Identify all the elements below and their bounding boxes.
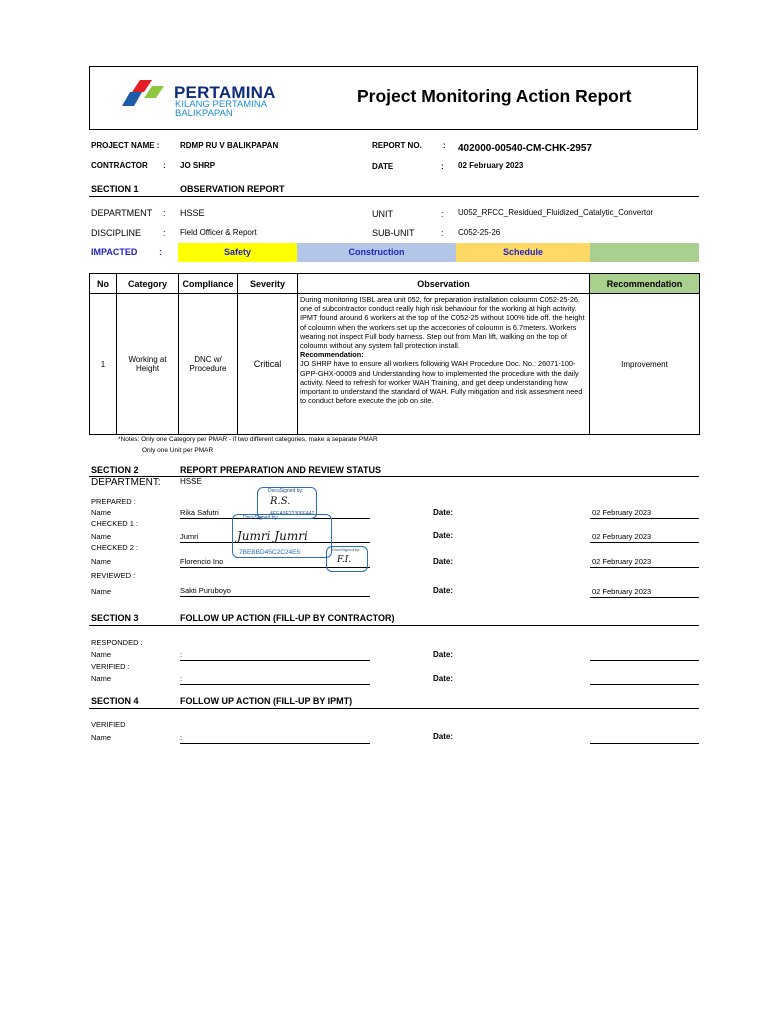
verified-label: VERIFIED : <box>91 662 130 671</box>
cell-recommendation: Improvement <box>590 294 700 435</box>
recommendation-text: JO SHRP have to ensure all workers following WAH Procedure Doc. No.: 26071-100-GPP-GHX-00009 and Understanding how to implemented the procedure with the daily activity. Need to refresh for worker WAH Training, and get deep understanding how important to understand the standard of WAH. Fully mitigation and risk assesment need to conduct before execute the job on site. <box>300 359 583 406</box>
prepared-date-label: Date: <box>433 508 454 517</box>
unit-value: U052_RFCC_Residued_Fluidized_Catalytic_Convertor <box>458 208 654 217</box>
ipmt-name-line <box>180 743 370 744</box>
contractor-value: JO SHRP <box>180 161 216 170</box>
prepared-label: PREPARED : <box>91 497 136 506</box>
docusign-stamp-1-id: 4EEA9E22306F447 <box>270 511 315 517</box>
prepared-name: Rika Safutri <box>180 508 219 517</box>
project-name-label: PROJECT NAME : <box>91 141 160 150</box>
reviewed-name-label: Name <box>91 587 112 596</box>
ipmt-verified-label: VERIFIED <box>91 720 126 729</box>
verified-name-line <box>180 684 370 685</box>
department-value: HSSE <box>180 208 205 218</box>
discipline-value: Field Officer & Report <box>180 228 257 237</box>
checked1-date: 02 February 2023 <box>592 532 652 541</box>
cell-no: 1 <box>90 294 117 435</box>
signature-jumri: Jumri Jumri <box>237 529 308 543</box>
col-header-recommendation: Recommendation <box>590 274 700 294</box>
section3-number: SECTION 3 <box>91 613 139 623</box>
section4-rule <box>89 708 699 709</box>
logo-subtitle: KILANG PERTAMINA BALIKPAPAN <box>175 99 267 119</box>
responded-label: RESPONDED : <box>91 638 143 647</box>
docusign-stamp-3-label: DocuSigned by: <box>332 547 361 552</box>
section3-title: FOLLOW UP ACTION (FILL-UP BY CONTRACTOR) <box>180 613 395 623</box>
section1-title: OBSERVATION REPORT <box>180 184 285 194</box>
signature-florencio-icon: F.I. <box>337 555 352 565</box>
col-header-no: No <box>90 274 117 294</box>
checked1-name-label: Name <box>91 532 112 541</box>
checked2-date-line <box>590 567 699 568</box>
section1-rule <box>89 196 699 197</box>
report-no-value: 402000-00540-CM-CHK-2957 <box>458 143 592 154</box>
checked1-date-line <box>590 542 699 543</box>
checked2-name-label: Name <box>91 557 112 566</box>
checked1-label: CHECKED 1 : <box>91 519 139 528</box>
impacted-label: IMPACTED <box>91 247 138 257</box>
department-colon: : <box>163 208 166 218</box>
signature-rika-icon: R.S. <box>270 496 291 507</box>
cell-severity: Critical <box>238 294 298 435</box>
reviewed-name: Sakti Puruboyo <box>180 586 231 595</box>
responded-date-line <box>590 660 699 661</box>
checked2-name: Florencio Ino <box>180 557 224 566</box>
table-row <box>90 294 700 435</box>
col-header-observation: Observation <box>298 274 590 294</box>
discipline-colon: : <box>163 228 166 238</box>
verified-date-line <box>590 684 699 685</box>
ipmt-date-line <box>590 743 699 744</box>
impacted-colon: : <box>159 247 162 257</box>
subunit-label: SUB-UNIT <box>372 228 415 238</box>
section2-rule <box>89 476 699 477</box>
unit-label: UNIT <box>372 209 393 219</box>
reviewed-label: REVIEWED : <box>91 571 136 580</box>
note-category: *Notes: Only one Category per PMAR - if two different categories, make a separate PMAR <box>118 436 378 443</box>
verified-name-label: Name <box>91 674 112 683</box>
col-header-category: Category <box>117 274 179 294</box>
section2-title: REPORT PREPARATION AND REVIEW STATUS <box>180 465 382 475</box>
impact-safety: Safety <box>178 243 297 262</box>
verified-name-colon: : <box>180 674 183 683</box>
responded-name-colon: : <box>180 650 183 659</box>
ipmt-name-label: Name <box>91 733 112 742</box>
observation-text: During monitoring ISBL area unit 052, for preparation installation coloumn C052-25-26. one of subcontractor conduct really high risk behaviour for the working at high activity. IPMT found around 6 workers at the top of the C052-25 without 100% tide off. the height of coloumn when the workers set up the accecories of coloumn is 6.7meters. Workers wearing not inspect Full body harness. Step out from Man lift, walking on the top of coloumn without any system fall protection install. <box>300 295 585 351</box>
docusign-stamp-2-id: 7BEBBD45C2C24E5 <box>239 549 301 556</box>
docusign-stamp-2 <box>232 514 332 558</box>
observation-table <box>89 273 700 435</box>
prepared-date-line <box>590 518 699 519</box>
subunit-value: C052-25-26 <box>458 228 501 237</box>
ipmt-date-label: Date: <box>433 732 454 741</box>
date-value: 02 February 2023 <box>458 161 524 170</box>
docusign-stamp-1-label: DocuSigned by: <box>268 488 304 494</box>
checked2-date-label: Date: <box>433 557 454 566</box>
logo-name: PERTAMINA <box>174 83 276 102</box>
section4-title: FOLLOW UP ACTION (FILL-UP BY IPMT) <box>180 696 353 706</box>
project-name-value: RDMP RU V BALIKPAPAN <box>180 141 279 150</box>
recommendation-heading: Recommendation: <box>300 350 364 360</box>
impact-construction: Construction <box>297 243 456 262</box>
department-label: DEPARTMENT <box>91 208 153 218</box>
note-unit: Only one Unit per PMAR <box>142 447 214 454</box>
checked2-label: CHECKED 2 : <box>91 543 139 552</box>
contractor-colon: : <box>163 161 166 170</box>
section3-rule <box>89 625 699 626</box>
checked1-date-label: Date: <box>433 531 454 540</box>
report-no-label: REPORT NO. <box>372 141 422 150</box>
impact-schedule: Schedule <box>456 243 590 262</box>
date-label: DATE <box>372 162 394 171</box>
prepared-date: 02 February 2023 <box>592 508 652 517</box>
reviewed-date-line <box>590 597 699 598</box>
docusign-stamp-3 <box>326 546 368 572</box>
reviewed-name-line <box>180 596 370 597</box>
col-header-compliance: Compliance <box>179 274 238 294</box>
responded-date-label: Date: <box>433 650 454 659</box>
verified-date-label: Date: <box>433 674 454 683</box>
prepared-name-label: Name <box>91 508 112 517</box>
page-title: Project Monitoring Action Report <box>357 86 632 106</box>
section2-department-label: DEPARTMENT: <box>91 477 161 488</box>
subunit-colon: : <box>441 228 444 238</box>
section2-number: SECTION 2 <box>91 465 139 475</box>
discipline-label: DISCIPLINE <box>91 228 142 238</box>
cell-category: Working at Height <box>117 294 179 435</box>
reviewed-date: 02 February 2023 <box>592 587 652 596</box>
ipmt-name-colon: : <box>180 733 183 742</box>
checked1-name: Jumri <box>180 532 199 541</box>
cell-compliance: DNC w/ Procedure <box>179 294 238 435</box>
impact-empty-cell <box>590 243 699 262</box>
col-header-severity: Severity <box>238 274 298 294</box>
section4-number: SECTION 4 <box>91 696 139 706</box>
date-colon: : <box>441 162 444 171</box>
cell-observation <box>298 294 590 435</box>
section1-number: SECTION 1 <box>91 184 139 194</box>
responded-name-label: Name <box>91 650 112 659</box>
checked2-date: 02 February 2023 <box>592 557 652 566</box>
report-no-colon: : <box>443 141 446 150</box>
table-header-row <box>90 274 700 294</box>
docusign-stamp-2-label: DocuSigned by: <box>243 515 279 521</box>
unit-colon: : <box>441 209 444 219</box>
responded-name-line <box>180 660 370 661</box>
reviewed-date-label: Date: <box>433 586 454 595</box>
pertamina-logo-icon <box>122 78 172 108</box>
section2-department-value: HSSE <box>180 477 202 486</box>
impacted-row <box>89 243 699 262</box>
contractor-label: CONTRACTOR <box>91 161 148 170</box>
